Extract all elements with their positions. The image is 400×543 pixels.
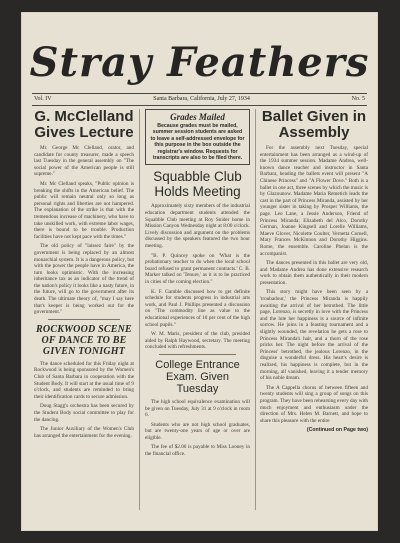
volume-label: Vol. IV	[34, 96, 52, 102]
paragraph: The dance scheduled for this Friday night at Rockwood is being sponsored by the Women's Club of Santa Barbara in cooperation with the Student Body. It will start at the usual time of 9 o'clock, and students are reminded to bring their identification cards to secure admission.	[34, 360, 134, 400]
paragraph: Mr. Mc Clelland speaks, "Public opinion is breaking the shifts in the American belief. The public will remain neutral only so long as personal rights and liberties are not hampered. The explanation of the strike is that with the tremendous increase of machinery, who have to take unskilled work, with extreme labor wages, there is bound to be trouble. Production facilities have not kept pace with the times."	[34, 180, 134, 240]
headline: Squabble Club Holds Meeting	[153, 169, 242, 199]
paragraph: The old policy of "laissez faire" by the government is being replaced by an almost monarchial system. It is a dangerous policy, but with the power the people have in America, the turn looks optimistic. With the increasing inheritance tax as an indicator of the trend of the nation's policy it looks like a nasty future, in the future, will go to the government after its death. The ultimate theory of, "may I say here that's keeper is being worked out for the government."	[34, 243, 134, 316]
paragraph: K. F. Gamble discussed how to get definite schedule for students progress in industrial arts work, and Paul J. Phillips presented a discussion on "The commodity line as value to the educational experiences of 10 per cent of the high school pupils."	[145, 288, 250, 328]
column-divider	[139, 109, 140, 510]
paragraph: Mr. George Mc Clelland, orator, and candidate for county treasurer, made a speech last Tuesday in the general assembly on "The social power of the American people is still supreme."	[34, 145, 134, 178]
continued-note: (Continued on Page two)	[306, 427, 368, 434]
story-divider	[48, 319, 120, 320]
paragraph: Students who are not high school graduates, but are twenty-one years of age or over are eligible.	[145, 421, 250, 441]
headline: College Entrance Exam. Given Tuesday	[155, 358, 240, 395]
masthead-rule-top	[32, 93, 367, 94]
paragraph: The fee of $2.00 is payable to Miss Looney in the financial office.	[145, 444, 250, 458]
paragraph: The A Cappella chorus of between fifteen and twenty students will sing a group of songs on this program. They have been rehearsing every day with much enjoyment and enthusiasm under the direction of Mrs. Helen M. Barnett, and hope to share this pleasure with the entire	[260, 384, 368, 424]
dateline	[34, 96, 365, 102]
paragraph: The high school equivalence examination will be given on Tuesday, July 31 at 9 o'clock in room 6.	[145, 398, 250, 419]
right-column	[260, 109, 368, 433]
paragraph: This story might have been seen by a 'troubadour,' the Princess Miranda is happily awaiting the arrival of her betrothed. The little page, Lorenzo, is secretly in love with the Princess and the lute her happiness is a source of infinite sorrow. He joins in a feasting tournament and a slightly wounded, the revelation he gets a rose to Princess Miranda's hair, and a thorn of the rose pricks her. The night before the arrival of the Princess' betrothed, the jealous Lorenzo, in the disguise a wonderful dress. His heart's desire is realized, his happiness is complete, but in the morning, all vanished, leaving it a tender memory of his noble dream.	[260, 289, 368, 382]
column-divider	[255, 109, 256, 510]
headline: ROCKWOOD SCENE OF DANCE TO BE GIVEN TONIGHT	[36, 323, 132, 357]
middle-column	[145, 109, 250, 461]
notice-title: Grades Mailed	[170, 112, 225, 122]
paragraph: Approximately sixty members of the industrial education department students attended the Squabble Club meeting at Roy Snider home in Mission Canyon Wednesday night at 8:00 o'clock. Lively discussion and argument on the problems discussed by the speakers featured the two hour meeting.	[145, 203, 250, 249]
left-column	[34, 109, 134, 442]
story-divider	[159, 354, 236, 355]
paragraph: The Junior Auxiliary of the Women's Club has arranged the entertainment for the evening.	[34, 426, 134, 439]
notice-box	[145, 109, 250, 165]
masthead: Stray Feathers	[29, 39, 370, 86]
headline: Ballet Given in Assembly	[261, 108, 367, 141]
place-date: Santa Barbara, California, July 27, 1934	[153, 96, 250, 102]
paragraph: Doug Stagg's orchestra has been secured by the Student Body social committee to play for the dancing.	[34, 403, 134, 423]
issue-number: No. 5	[351, 96, 365, 102]
paragraph: For the assembly next Tuesday, special entertainment has been arranged as a wind-up of the 1934 summer session. Madame Andrea, well-known dance teacher and instructor in Santa Barbara, heading the ballets event will present "A Chinese Princess" and "A Flower Dove." Both is a ballet in one act, three scenes by which the music is by Glazounow. Madame Maria Remetich leads the cast in the part of Princess Miranda, assisted by her younger sister in taking by Prosper Williams, the page. Leo Lane, a Jessie Anderson, Friend of Princess Miranda; Elizabeth del Alco, Dorothy German, Joanne Kingsell and Lorelle Williams, Maeve Glover, Nicolette Coulter, Vernetta Cornell, Mary Frances McKinnon and Dorothy Higgins. Rome, the ensemble. Caroline Phelan is the accompanist.	[260, 145, 368, 257]
masthead-rule-bottom	[32, 105, 367, 106]
paragraph: The dances presented in this ballet are very old, and Madame Andrea has done extensive research work to obtain them authentically in their modern presentation.	[260, 260, 368, 286]
notice-body: Because grades must be mailed, summer session students are asked to leave a self-addressed envelope for this purpose in the box outside the registrar's window. Requests for transcripts are also to be filed there.	[150, 123, 245, 162]
newspaper-page	[22, 13, 377, 530]
headline: G. McClelland Gives Lecture	[34, 108, 134, 141]
paragraph: "B. P. Quincey spoke on 'What is the probationary teacher to do when the local school board refused to grant permanent contracts.' C. B. Marker talked on 'Tenure,' as it is to be practiced in cities of the coming election."	[145, 252, 250, 285]
paragraph: W. M. Maris, president of the club, presided aided by Ralph Haywood, secretary. The meeting concluded with refreshments.	[145, 331, 250, 351]
